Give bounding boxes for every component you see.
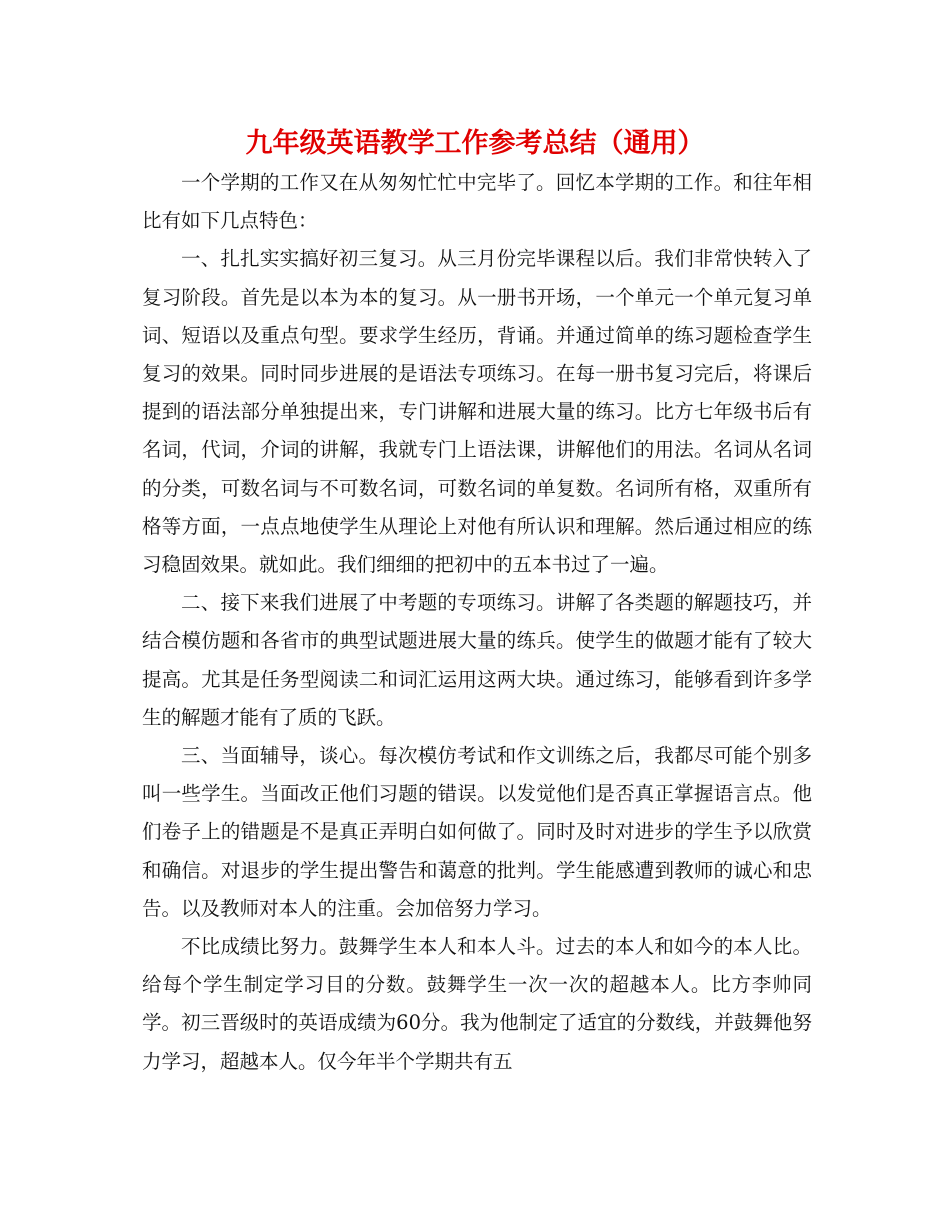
paragraph-review: 一、扎扎实实搞好初三复习。从三月份完毕课程以后。我们非常快转入了复习阶段。首先是以本为本的复习。从一册书开场，一个单元一个单元复习单词、短语以及重点句型。要求学生经历，背诵。并通过简单的练习题检查学生复习的效果。同时同步进展的是语法专项练习。在每一册书复习完后，将课后提到的语法部分单独提出来，专门讲解和进展大量的练习。比方七年级书后有名词，代词，介词的讲解，我就专门上语法课，讲解他们的用法。名词从名词的分类，可数名词与不可数名词，可数名词的单复数。名词所有格，双重所有格等方面，一点点地使学生从理论上对他有所认识和理解。然后通过相应的练习稳固效果。就如此。我们细细的把初中的五本书过了一遍。	[142, 247, 812, 577]
document-body	[142, 164, 812, 1081]
paragraph-tutoring: 三、当面辅导，谈心。每次模仿考试和作文训练之后，我都尽可能个别多叫一些学生。当面改正他们习题的错误。以发觉他们是否真正掌握语言点。他们卷子上的错题是不是真正弄明白如何做了。同时及时对进步的学生予以欣赏和确信。对退步的学生提出警告和蔼意的批判。学生能感遭到教师的诚心和忠告。以及教师对本人的注重。会加倍努力学习。	[142, 744, 812, 920]
paragraph-exam-practice: 二、接下来我们进展了中考题的专项练习。讲解了各类题的解题技巧，并结合模仿题和各省市的典型试题进展大量的练兵。使学生的做题才能有了较大提高。尤其是任务型阅读二和词汇运用这两大块。通过练习，能够看到许多学生的解题才能有了质的飞跃。	[142, 591, 812, 729]
document-title: 九年级英语教学工作参考总结（通用）	[245, 128, 705, 159]
paragraph-effort: 不比成绩比努力。鼓舞学生本人和本人斗。过去的本人和如今的本人比。给每个学生制定学习目的分数。鼓舞学生一次一次的超越本人。比方李帅同学。初三晋级时的英语成绩为60分。我为他制定了适宜的分数线，并鼓舞他努力学习，超越本人。仅今年半个学期共有五	[142, 935, 812, 1073]
paragraph-intro: 一个学期的工作又在从匆匆忙忙中完毕了。回忆本学期的工作。和往年相比有如下几点特色：	[142, 171, 812, 233]
